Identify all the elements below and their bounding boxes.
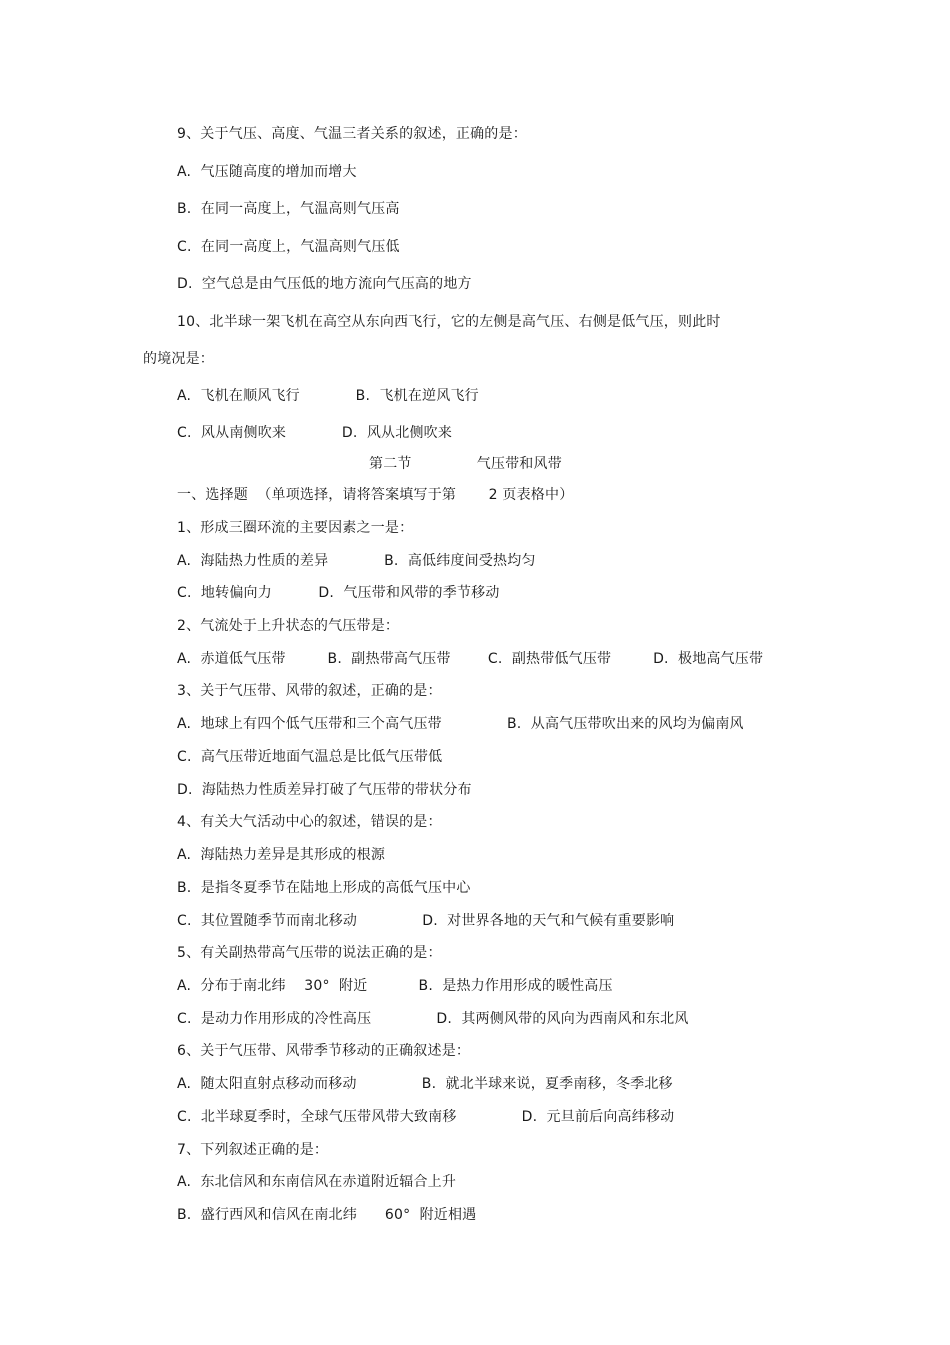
q9-stem: 9、关于气压、高度、气温三者关系的叙述，正确的是： <box>177 126 527 142</box>
q9-option-c: C. 在同一高度上，气温高则气压低 <box>177 239 400 255</box>
q9-option-a: A. 气压随高度的增加而增大 <box>177 164 357 180</box>
s2-q1-options-ab: A. 海陆热力性质的差异 B. 高低纬度间受热均匀 <box>177 553 536 569</box>
s2-q4-option-b: B. 是指冬夏季节在陆地上形成的高低气压中心 <box>177 880 471 896</box>
s2-q5-options-ab: A. 分布于南北纬 30° 附近 B. 是热力作用形成的暖性高压 <box>177 978 613 994</box>
s2-q6-options-cd: C. 北半球夏季时，全球气压带风带大致南移 D. 元旦前后向高纬移动 <box>177 1109 675 1125</box>
s2-q5-options-cd: C. 是动力作用形成的冷性高压 D. 其两侧风带的风向为西南风和东北风 <box>177 1011 689 1027</box>
q9-option-d: D. 空气总是由气压低的地方流向气压高的地方 <box>177 276 472 292</box>
q10-stem: 10、北半球一架飞机在高空从东向西飞行，它的左侧是高气压、右侧是低气压，则此时 <box>177 314 721 330</box>
s2-q1-options-cd: C. 地转偏向力 D. 气压带和风带的季节移动 <box>177 585 500 601</box>
s2-q3-options-ab: A. 地球上有四个低气压带和三个高气压带 B. 从高气压带吹出来的风均为偏南风 <box>177 716 744 732</box>
q10-options-ab: A. 飞机在顺风飞行 B. 飞机在逆风飞行 <box>177 388 479 404</box>
s2-q4-stem: 4、有关大气活动中心的叙述，错误的是： <box>177 814 442 830</box>
s2-q3-option-d: D. 海陆热力性质差异打破了气压带的带状分布 <box>177 782 472 798</box>
s2-q6-stem: 6、关于气压带、风带季节移动的正确叙述是： <box>177 1043 471 1059</box>
s2-q2-stem: 2、气流处于上升状态的气压带是： <box>177 618 400 634</box>
s2-q4-options-cd: C. 其位置随季节而南北移动 D. 对世界各地的天气和气候有重要影响 <box>177 913 675 929</box>
part-heading: 一、选择题 （单项选择，请将答案填写于第 2 页表格中） <box>177 487 574 503</box>
s2-q5-stem: 5、有关副热带高气压带的说法正确的是： <box>177 945 442 961</box>
q9-option-b: B. 在同一高度上，气温高则气压高 <box>177 201 400 217</box>
q10-options-cd: C. 风从南侧吹来 D. 风从北侧吹来 <box>177 425 453 441</box>
s2-q7-option-b: B. 盛行西风和信风在南北纬 60° 附近相遇 <box>177 1207 477 1223</box>
s2-q7-option-a: A. 东北信风和东南信风在赤道附近辐合上升 <box>177 1174 457 1190</box>
s2-q4-option-a: A. 海陆热力差异是其形成的根源 <box>177 847 386 863</box>
s2-q7-stem: 7、下列叙述正确的是： <box>177 1142 329 1158</box>
s2-q1-stem: 1、形成三圈环流的主要因素之一是： <box>177 520 414 536</box>
s2-q6-options-ab: A. 随太阳直射点移动而移动 B. 就北半球来说，夏季南移，冬季北移 <box>177 1076 673 1092</box>
q10-stem-cont: 的境况是： <box>143 351 214 367</box>
s2-q3-stem: 3、关于气压带、风带的叙述，正确的是： <box>177 683 442 699</box>
s2-q2-options: A. 赤道低气压带 B. 副热带高气压带 C. 副热带低气压带 D. 极地高气压带 <box>177 651 764 667</box>
section-title: 第二节 气压带和风带 <box>369 456 562 472</box>
s2-q3-option-c: C. 高气压带近地面气温总是比低气压带低 <box>177 749 443 765</box>
